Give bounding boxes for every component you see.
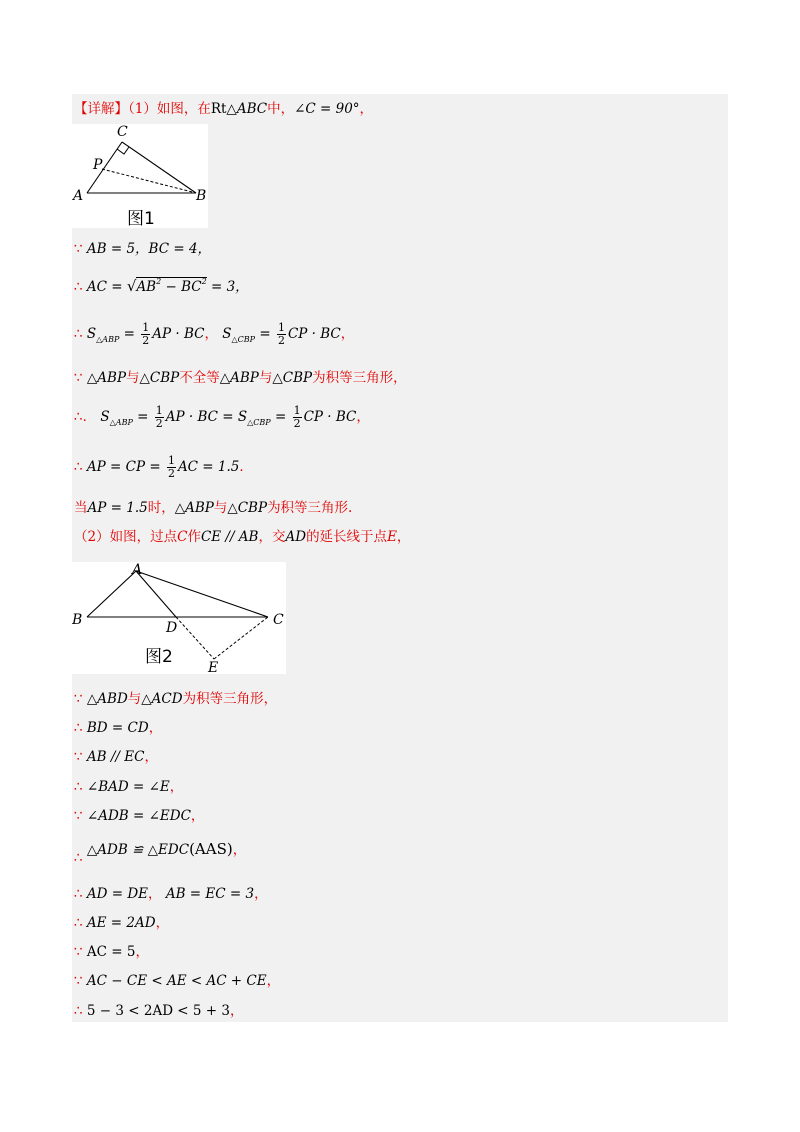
fraction-half: $\frac{1}{2}$ (293, 404, 301, 430)
figure-2 (72, 562, 286, 674)
fig1-label-c: C (117, 124, 128, 140)
line-15: ∴ AD = DE， AB = EC = 3， (74, 886, 268, 902)
fig2-label-a: A (132, 562, 143, 578)
fig2-label-d: D (166, 620, 178, 636)
solution-header: 【详解】（1）如图，在Rt△ABC中，∠C = 90°， (74, 101, 374, 117)
fraction-half: $\frac{1}{2}$ (142, 321, 150, 347)
fraction-half: $\frac{1}{2}$ (277, 321, 285, 347)
line-14: ∴ △ADB ≌ △EDC(AAS)， (74, 840, 247, 866)
line-19: ∴ 5 − 3 < 2AD < 5 + 3， (74, 1003, 244, 1019)
line-16: ∴ AE = 2AD， (74, 915, 170, 931)
fig2-label-b: B (72, 612, 83, 628)
line-11: ∵ AB // EC， (74, 749, 158, 765)
line-9: ∵ △ABD与△ACD为积等三角形， (74, 691, 278, 707)
figure-1-diagram (72, 124, 208, 228)
line-4: ∵ △ABP与△CBP不全等△ABP与△CBP为积等三角形， (74, 370, 407, 386)
sqrt-expression: $AB^2 - BC^2$ (136, 277, 207, 295)
fraction-half: $\frac{1}{2}$ (155, 404, 163, 430)
line-18: ∵ AC − CE < AE < AC + CE， (74, 973, 281, 989)
fig1-caption: 图1 (127, 209, 155, 228)
figure-1 (72, 124, 208, 228)
line-1: ∵ AB = 5，BC = 4， (74, 241, 212, 257)
line-12: ∴ ∠BAD = ∠E， (74, 779, 184, 795)
line-5: ∴． $S_{\triangle ABP}$ = $\frac{1}{2}$ AP · BC = $S_{\triangle CBP}$ = $\frac{1}{2}$ CP · BC， (74, 404, 370, 430)
line-6: ∴ AP = CP = $\frac{1}{2}$ AC = 1.5． (74, 454, 253, 480)
line-3: ∴ $S_{\triangle ABP}$ = $\frac{1}{2}$ AP · BC， $S_{\triangle CBP}$ = $\frac{1}{2}$ CP · BC， (74, 321, 355, 347)
fig2-label-e: E (208, 660, 219, 674)
figure-2-diagram (72, 562, 286, 674)
fig1-label-a: A (73, 188, 84, 204)
fig1-label-p: P (93, 157, 103, 173)
fig2-label-c: C (273, 612, 284, 628)
fig2-caption: 图2 (145, 647, 173, 667)
line-8: （2）如图，过点C作CE // AB，交AD的延长线于点E， (74, 529, 411, 545)
detail-tag: 【详解】 (74, 101, 128, 117)
line-13: ∵ ∠ADB = ∠EDC， (74, 808, 205, 824)
solution-panel (72, 94, 728, 1022)
fig1-label-b: B (196, 188, 207, 204)
line-2: ∴ AC = $√AB^2 - BC^2 = 3$， (74, 277, 249, 295)
line-7: 当AP = 1.5时，△ABP与△CBP为积等三角形. (74, 500, 353, 516)
line-10: ∴ BD = CD， (74, 720, 163, 736)
fraction-half: $\frac{1}{2}$ (167, 454, 175, 480)
line-17: ∵ AC = 5， (74, 944, 149, 960)
